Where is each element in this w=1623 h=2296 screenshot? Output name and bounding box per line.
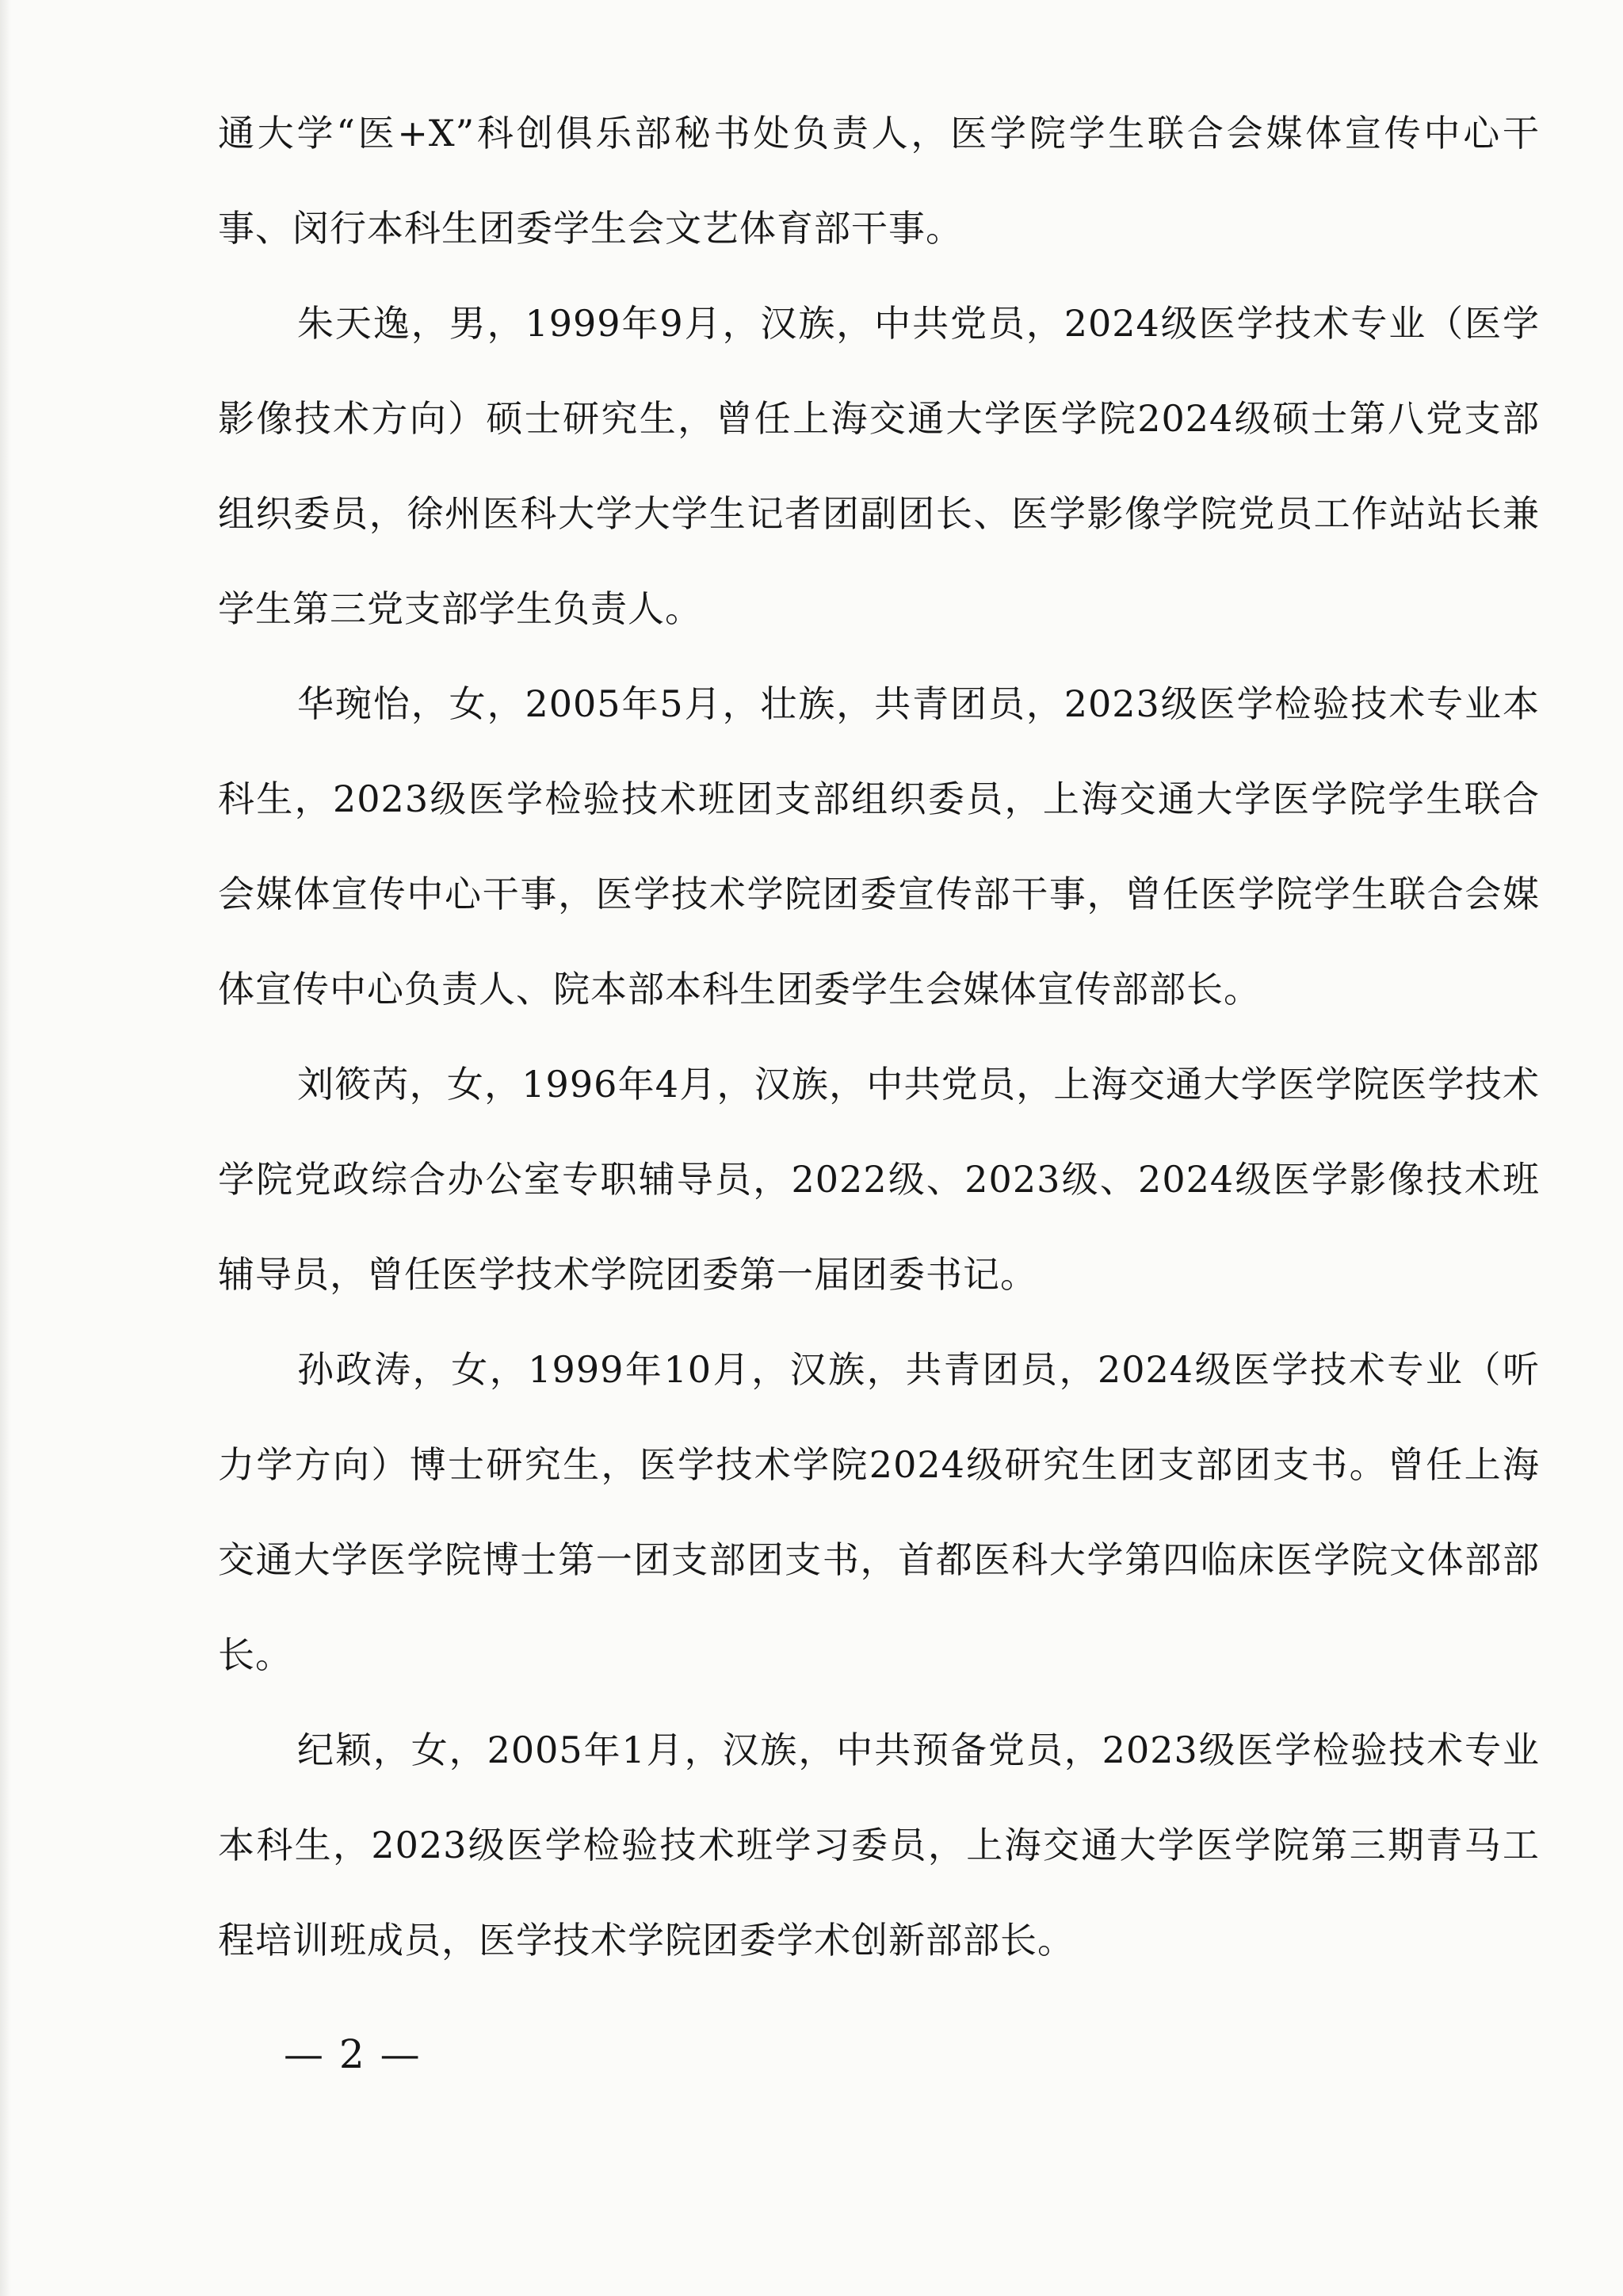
page-number: — 2 — <box>284 2031 422 2077</box>
paragraph-ji-ying: 纪颖，女，2005年1月，汉族，中共预备党员，2023级医学检验技术专业本科生，2023级医学检验技术班学习委员，上海交通大学医学院第三期青马工程培训班成员，医学技术学院团委学术创新部部长。 <box>218 1729 1540 1962</box>
paragraph-liu-xiaorui: 刘筱芮，女，1996年4月，汉族，中共党员，上海交通大学医学院医学技术学院党政综合办公室专职辅导员，2022级、2023级、2024级医学影像技术班辅导员，曾任医学技术学院团委第一届团委书记。 <box>218 1063 1540 1296</box>
paragraph-zhu-tianyi: 朱天逸，男，1999年9月，汉族，中共党员，2024级医学技术专业（医学影像技术方向）硕士研究生，曾任上海交通大学医学院2024级硕士第八党支部组织委员，徐州医科大学大学生记者团副团长、医学影像学院党员工作站站长兼学生第三党支部学生负责人。 <box>218 302 1540 630</box>
paragraph-hua-wanyi: 华琬怡，女，2005年5月，壮族，共青团员，2023级医学检验技术专业本科生，2023级医学检验技术班团支部组织委员，上海交通大学医学院学生联合会媒体宣传中心干事，医学技术学院团委宣传部干事，曾任医学院学生联合会媒体宣传中心负责人、院本部本科生团委学生会媒体宣传部部长。 <box>218 682 1540 1010</box>
paragraph-continued: 通大学“医+X”科创俱乐部秘书处负责人，医学院学生联合会媒体宣传中心干事、闵行本科生团委学生会文艺体育部干事。 <box>218 112 1540 250</box>
document-body <box>218 86 1540 1988</box>
paragraph-sun-zhengtao: 孙政涛，女，1999年10月，汉族，共青团员，2024级医学技术专业（听力学方向）博士研究生，医学技术学院2024级研究生团支部团支书。曾任上海交通大学医学院博士第一团支部团支书，首都医科大学第四临床医学院文体部部长。 <box>218 1348 1540 1676</box>
